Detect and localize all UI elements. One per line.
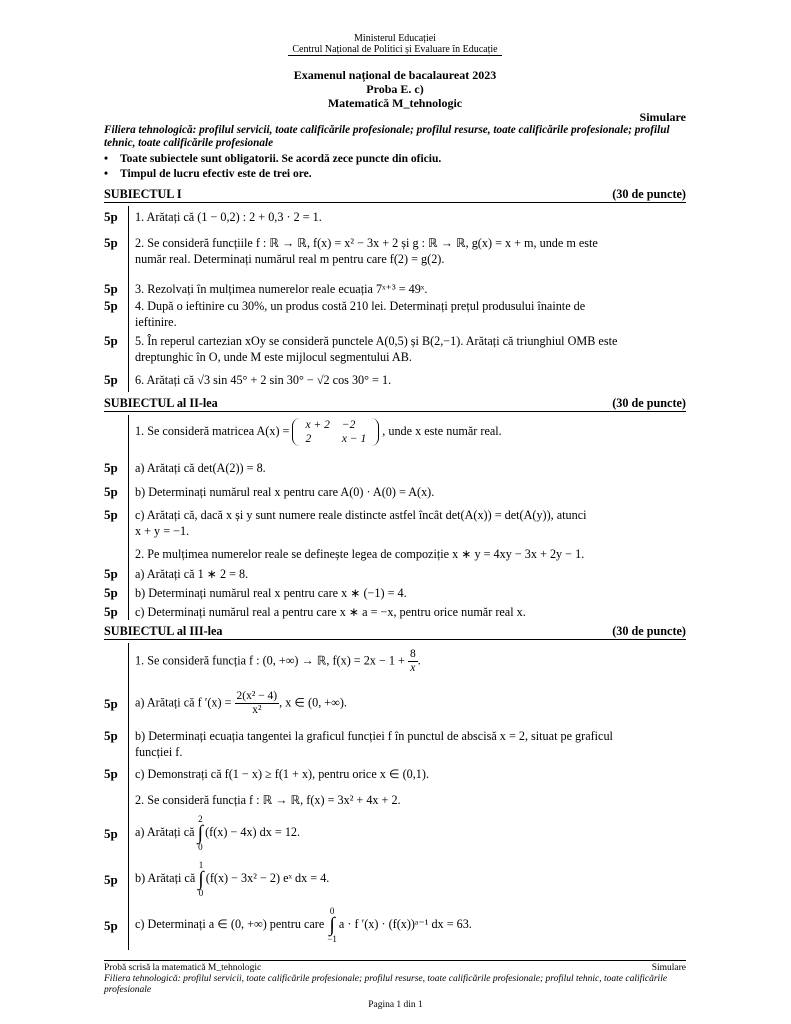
points: 5p [104, 507, 118, 522]
q-text: a) Arătați că [135, 824, 195, 839]
section-3-title: SUBIECTUL al III-lea [104, 624, 223, 638]
upper-limit: 0 [329, 906, 335, 916]
center-line: Centrul Național de Politici și Evaluare în Educație [288, 44, 501, 56]
filiera-text: Filiera tehnologică: profilul servicii, toate calificările profesionale; profilul resurse, toate calificările profesionale; profilul tehnic, toate calificările profesionale [104, 124, 670, 149]
points: 5p [104, 766, 118, 781]
q-text: c) Arătați că, dacă x și y sunt numere reale distincte astfel încât det(A(x)) = det(A(y)), atunci [135, 508, 587, 522]
q-text: a) Arătați că 1 ∗ 2 = 8. [135, 567, 249, 581]
q-text: (f(x) − 4x) dx = 12. [205, 824, 301, 839]
matrix-cell: x + 2 [305, 419, 330, 431]
denominator: x² [252, 704, 262, 716]
points: 5p [104, 585, 118, 600]
upper-limit: 2 [198, 814, 203, 824]
simulare-label: Simulare [639, 110, 686, 124]
points: 5p [104, 235, 118, 250]
fraction [235, 690, 280, 717]
section-3-rule [128, 643, 129, 950]
section-2-title: SUBIECTUL al II-lea [104, 396, 218, 410]
lower-limit: −1 [327, 934, 337, 944]
title-line-1: Examenul național de bacalaureat 2023 [293, 68, 497, 82]
section-1-rule [128, 206, 129, 392]
section-1-points: (30 de puncte) [612, 187, 686, 201]
lower-limit: 0 [198, 842, 203, 852]
footer [104, 960, 686, 996]
matrix-cell: x − 1 [341, 433, 367, 445]
q-text: 1. Arătați că (1 − 0,2) : 2 + 0,3 · 2 = 1. [135, 210, 322, 224]
q-text: funcției f. [135, 745, 183, 759]
q-text: 5. În reperul cartezian xOy se consideră punctele A(0,5) și B(2,−1). Arătați că triunghiul OMB este [135, 334, 618, 348]
q-text: c) Determinați a ∈ (0, +∞) pentru care [135, 916, 325, 931]
denominator: x [410, 662, 416, 674]
bullet-2: • Timpul de lucru efectiv este de trei ore. [104, 168, 312, 180]
integral [327, 906, 337, 944]
institution-header [104, 33, 686, 56]
q-text: , x ∈ (0, +∞). [279, 695, 347, 710]
q-text: b) Determinați numărul real x pentru care x ∗ (−1) = 4. [135, 586, 407, 600]
q-text: c) Determinați numărul real a pentru care x ∗ a = −x, pentru orice număr real x. [135, 605, 526, 619]
fraction [408, 648, 418, 675]
footer-filiera: Filiera tehnologică: profilul servicii, toate calificările profesionale; profilul resurse, toate calificările profesionale; profilul tehnic, toate calificările profesionale [104, 974, 668, 995]
q-text: 1. Se consideră funcția f : (0, +∞) → ℝ, f(x) = 2x − 1 + [135, 653, 405, 668]
page-number: Pagina 1 din 1 [368, 1000, 423, 1010]
q-text: număr real. Determinați numărul real m pentru care f(2) = g(2). [135, 252, 445, 266]
q-text: (f(x) − 3x² − 2) eˣ dx = 4. [205, 870, 330, 885]
matrix-cell: 2 [305, 433, 312, 445]
section-3-heading [104, 624, 686, 640]
q-text: 6. Arătați că √3 sin 45° + 2 sin 30° − √2 cos 30° = 1. [135, 373, 392, 387]
points: 5p [104, 460, 118, 475]
q-text: a) Arătați că f ′(x) = [135, 695, 232, 710]
bullet-1: • Toate subiectele sunt obligatorii. Se acordă zece puncte din oficiu. [104, 153, 442, 165]
section-1-heading [104, 187, 686, 203]
q-text: 3. Rezolvați în mulțimea numerelor reale ecuația 7ˣ⁺³ = 49ˣ. [135, 282, 428, 296]
points: 5p [104, 826, 118, 841]
integral [198, 860, 203, 898]
points: 5p [104, 566, 118, 581]
q-text: a) Arătați că det(A(2)) = 8. [135, 461, 266, 475]
q-text: ieftinire. [135, 315, 177, 329]
q-text: , unde x este număr real. [382, 423, 502, 438]
q-text: b) Determinați ecuația tangentei la graficul funcției f în punctul de abscisă x = 2, situat pe graficul [135, 729, 613, 743]
points: 5p [104, 484, 118, 499]
q-text: x + y = −1. [135, 524, 190, 538]
title-line-3: Matematică M_tehnologic [327, 96, 463, 110]
footer-left: Probă scrisă la matematică M_tehnologic [104, 963, 262, 973]
points: 5p [104, 209, 118, 224]
section-3-points: (30 de puncte) [612, 624, 686, 638]
integral-sign-icon: ∫ [197, 822, 204, 844]
numerator: 8 [409, 648, 416, 660]
integral-sign-icon: ∫ [329, 914, 335, 936]
bullet-2-text: Timpul de lucru efectiv este de trei ore. [120, 168, 312, 180]
integral [198, 814, 203, 852]
points: 5p [104, 281, 118, 296]
q-text: dreptunghic în O, unde M este mijlocul segmentului AB. [135, 350, 412, 364]
points: 5p [104, 604, 118, 619]
points: 5p [104, 728, 118, 743]
q-text: c) Demonstrați că f(1 − x) ≥ f(1 + x), pentru orice x ∈ (0,1). [135, 767, 429, 781]
s2-q1 [104, 418, 686, 456]
matrix-A [292, 418, 379, 446]
q-text: 2. Se consideră funcțiile f : ℝ → ℝ, f(x) = x² − 3x + 2 și g : ℝ → ℝ, g(x) = x + m, unde m este [135, 236, 598, 250]
integral-sign-icon: ∫ [198, 868, 204, 890]
numerator: 2(x² − 4) [236, 690, 278, 702]
q-text: 1. Se consideră matricea A(x) = [135, 423, 290, 438]
bullet-1-text: Toate subiectele sunt obligatorii. Se acordă zece puncte din oficiu. [120, 153, 442, 165]
points: 5p [104, 333, 118, 348]
points: 5p [104, 872, 118, 887]
ministry-line: Ministerul Educației [354, 33, 436, 44]
footer-right: Simulare [651, 963, 686, 973]
q-text: 2. Pe mulțimea numerelor reale se definește legea de compoziție x ∗ y = 4xy − 3x + 2y − 1. [135, 547, 585, 561]
exam-title [104, 68, 686, 110]
q-text: b) Determinați numărul real x pentru care A(0) · A(0) = A(x). [135, 485, 435, 499]
lower-limit: 0 [198, 888, 204, 898]
section-2-rule [128, 415, 129, 620]
title-line-2: Proba E. c) [366, 82, 424, 96]
section-2-points: (30 de puncte) [612, 396, 686, 410]
points: 5p [104, 918, 118, 933]
points: 5p [104, 298, 118, 313]
section-1-title: SUBIECTUL I [104, 187, 182, 201]
points: 5p [104, 372, 118, 387]
q-text: b) Arătați că [135, 870, 196, 885]
q-text: 4. După o ieftinire cu 30%, un produs costă 210 lei. Determinați prețul produsului înainte de [135, 299, 586, 313]
upper-limit: 1 [198, 860, 204, 870]
matrix-cell: −2 [341, 419, 356, 431]
q-text: 2. Se consideră funcția f : ℝ → ℝ, f(x) = 3x² + 4x + 2. [135, 793, 401, 807]
section-2-heading [104, 396, 686, 412]
points: 5p [104, 696, 118, 711]
q-text: a · f ′(x) · (f(x))ᵃ⁻¹ dx = 63. [338, 916, 472, 931]
